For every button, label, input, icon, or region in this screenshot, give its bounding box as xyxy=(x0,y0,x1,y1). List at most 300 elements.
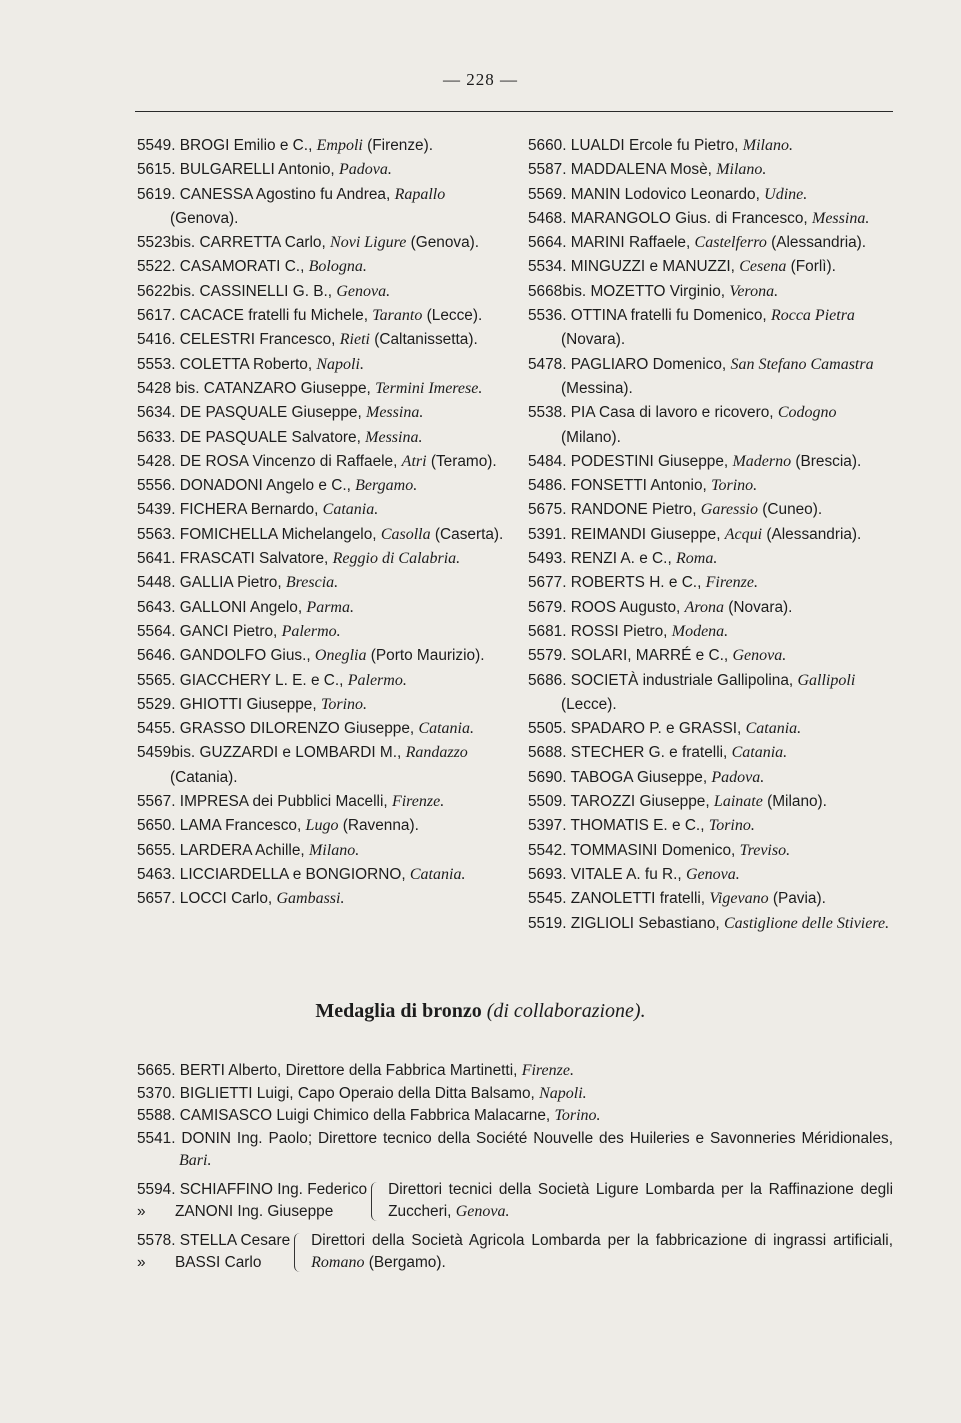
entry-place: Rieti xyxy=(339,331,370,349)
entry-place: Padova. xyxy=(711,768,765,786)
list-item xyxy=(528,766,898,790)
entry-number: 5579. xyxy=(528,647,567,665)
list-item xyxy=(137,426,509,450)
grouped-names xyxy=(137,1179,367,1224)
entry-province: (Novara). xyxy=(728,598,793,616)
entry-name: PODESTINI Giuseppe, xyxy=(570,452,729,470)
entry-number: 5619. xyxy=(137,185,176,203)
entry-place: Catania. xyxy=(322,501,379,519)
entry-number: 5655. xyxy=(137,841,176,859)
list-item xyxy=(137,474,509,498)
entry-province: (Messina). xyxy=(561,379,633,397)
entry-number: 5486. xyxy=(528,477,567,495)
entry-place: Torino. xyxy=(320,695,368,713)
list-item xyxy=(528,547,898,571)
right-column xyxy=(528,134,898,936)
entry-name: SCHIAFFINO Ing. Federico xyxy=(179,1180,368,1198)
entry-number: 5509. xyxy=(528,793,567,811)
entry-place: Modena. xyxy=(671,622,729,640)
entry-place: Randazzo xyxy=(405,744,468,762)
list-item xyxy=(528,523,898,547)
entry-name: FICHERA Bernardo, xyxy=(179,501,319,519)
list-item xyxy=(137,620,509,644)
entry-number: 5681. xyxy=(528,622,567,640)
header-rule xyxy=(135,111,893,112)
grouped-entry xyxy=(137,1179,893,1224)
entry-place: Torino. xyxy=(708,817,755,835)
list-item xyxy=(137,1105,893,1128)
entry-name: STECHER G. e fratelli, xyxy=(570,744,728,762)
list-item xyxy=(137,1060,893,1083)
entry-name: GHIOTTI Giuseppe, xyxy=(179,695,317,713)
entry-province: (Catania). xyxy=(170,768,238,786)
grouped-description xyxy=(311,1230,893,1275)
list-item xyxy=(528,498,898,522)
entry-place: Genova. xyxy=(336,282,391,300)
entry-number: 5679. xyxy=(528,598,567,616)
entry-text: BIGLIETTI Luigi, Capo Operaio della Ditta Balsamo, xyxy=(179,1084,535,1102)
entry-text: Direttori della Società Agricola Lombarda per la fabbricazione di ingrassi artificiali, xyxy=(311,1231,893,1249)
entry-province: (Pavia). xyxy=(772,890,826,908)
entry-place: Milano. xyxy=(716,161,767,179)
entry-number: 5493. xyxy=(528,550,567,568)
ditto-mark: » xyxy=(137,1254,146,1271)
entry-place: Messina. xyxy=(812,209,870,227)
entry-name: MADDALENA Mosè, xyxy=(570,161,712,179)
entry-name: TAROZZI Giuseppe, xyxy=(570,793,710,811)
entry-number: 5665. xyxy=(137,1062,176,1079)
list-item xyxy=(137,498,509,522)
list-item xyxy=(137,183,509,232)
entry-number: 5567. xyxy=(137,793,176,811)
entry-number: 5650. xyxy=(137,817,176,835)
list-item xyxy=(528,863,898,887)
entry-name: TABOGA Giuseppe, xyxy=(570,768,708,786)
entry-place: Genova. xyxy=(686,865,740,883)
entry-place: Napoli. xyxy=(316,355,364,373)
list-item xyxy=(528,353,898,402)
entry-place: Bergamo. xyxy=(355,477,418,495)
list-item xyxy=(528,790,898,814)
grouped-entry xyxy=(137,1230,893,1275)
entry-province: (Porto Maurizio). xyxy=(370,647,485,665)
entry-place: San Stefano Camastra xyxy=(730,355,874,373)
list-item xyxy=(528,644,898,668)
entry-number: 5545. xyxy=(528,890,567,908)
section-title-bold: Medaglia di bronzo xyxy=(315,1000,482,1022)
entry-place: Brescia. xyxy=(285,574,339,592)
entry-name: ROSSI Pietro, xyxy=(570,622,668,640)
entry-name: MARINI Raffaele, xyxy=(570,234,691,252)
list-item xyxy=(137,596,509,620)
entry-number: 5463. xyxy=(137,865,176,883)
entry-place: Garessio xyxy=(700,501,758,519)
entry-number: 5523bis. xyxy=(137,234,196,252)
entry-name: COLETTA Roberto, xyxy=(179,355,313,373)
entry-place: Lugo xyxy=(305,817,339,835)
entry-name: CELESTRI Francesco, xyxy=(179,331,336,349)
entry-number: 5484. xyxy=(528,452,567,470)
entry-number: 5688. xyxy=(528,744,567,762)
entry-name: LOCCI Carlo, xyxy=(179,890,273,908)
list-item xyxy=(137,717,509,741)
entry-place: Castelferro xyxy=(694,234,767,252)
list-item xyxy=(137,571,509,595)
entry-province: (Brescia). xyxy=(795,452,862,470)
entry-number: 5505. xyxy=(528,720,567,738)
entry-place: Casolla xyxy=(380,525,431,543)
entry-number: 5641. xyxy=(137,550,176,568)
entry-place: Catania. xyxy=(745,720,802,738)
entry-province: (Milano). xyxy=(561,428,621,446)
entry-number: 5643. xyxy=(137,598,176,616)
entry-name: VITALE A. fu R., xyxy=(570,865,682,883)
entry-name: GUZZARDI e LOMBARDI M., xyxy=(199,744,402,762)
list-item xyxy=(137,304,509,328)
entry-number: 5397. xyxy=(528,817,567,835)
list-item xyxy=(137,377,509,401)
entry-name: FOMICHELLA Michelangelo, xyxy=(179,525,377,543)
list-item xyxy=(528,158,898,182)
entry-name: MOZETTO Virginio, xyxy=(590,282,726,300)
entry-number: 5564. xyxy=(137,622,176,640)
entry-place: Udine. xyxy=(764,185,808,203)
entry-province: (Forlì). xyxy=(790,258,836,276)
entry-province: (Bergamo). xyxy=(368,1254,446,1271)
list-item xyxy=(528,304,898,353)
entry-number: 5668bis. xyxy=(528,282,587,300)
entry-name: GIACCHERY L. E. e C., xyxy=(179,671,344,689)
entry-number: 5633. xyxy=(137,428,176,446)
entry-place: Catania. xyxy=(418,720,474,738)
list-item xyxy=(137,863,509,887)
list-item xyxy=(137,887,509,911)
list-item xyxy=(137,353,509,377)
entry-province: (Lecce). xyxy=(426,307,483,325)
entry-number: 5448. xyxy=(137,574,176,592)
list-item xyxy=(528,207,898,231)
brace xyxy=(294,1233,305,1272)
entry-number: 5556. xyxy=(137,477,176,495)
list-item xyxy=(528,474,898,498)
list-item xyxy=(528,134,898,158)
entry-province: (Caltanissetta). xyxy=(374,331,478,349)
list-item xyxy=(528,183,898,207)
entry-place: Roma. xyxy=(676,550,718,568)
entry-place: Verona. xyxy=(729,282,779,300)
entry-number: 5391. xyxy=(528,525,567,543)
list-item xyxy=(528,839,898,863)
entry-name: CARRETTA Carlo, xyxy=(199,234,326,252)
entry-number: 5468. xyxy=(528,209,567,227)
entry-number: 5536. xyxy=(528,307,567,325)
list-item xyxy=(528,596,898,620)
list-item xyxy=(137,693,509,717)
list-item xyxy=(528,717,898,741)
entry-province: (Firenze). xyxy=(367,137,433,154)
list-item xyxy=(528,450,898,474)
entry-name: SOLARI, MARRÉ e C., xyxy=(570,647,729,665)
entry-name: PAGLIARO Domenico, xyxy=(570,355,727,373)
entry-number: 5660. xyxy=(528,137,567,154)
entry-province: (Teramo). xyxy=(430,452,497,470)
entry-number: 5534. xyxy=(528,258,567,276)
entry-place: Acqui xyxy=(724,525,763,543)
entry-number: 5569. xyxy=(528,185,567,203)
entry-place: Firenze. xyxy=(521,1062,574,1079)
entry-number: 5615. xyxy=(137,161,176,179)
entry-number: 5587. xyxy=(528,161,567,179)
entry-number: 5529. xyxy=(137,695,176,713)
entry-name: FRASCATI Salvatore, xyxy=(179,550,329,568)
entry-name: GRASSO DILORENZO Giuseppe, xyxy=(179,720,415,738)
entry-number: 5617. xyxy=(137,307,176,325)
list-item xyxy=(528,669,898,718)
list-item xyxy=(528,887,898,911)
entry-name: TOMMASINI Domenico, xyxy=(570,841,736,859)
entry-place: Codogno xyxy=(777,404,837,422)
list-item xyxy=(528,620,898,644)
list-item xyxy=(137,231,509,255)
entry-name: MARANGOLO Gius. di Francesco, xyxy=(570,209,808,227)
entry-name: CANESSA Agostino fu Andrea, xyxy=(179,185,391,203)
entry-place: Firenze. xyxy=(391,793,445,811)
entry-name: DE PASQUALE Salvatore, xyxy=(179,428,361,446)
entry-place: Empoli xyxy=(316,137,363,154)
section-title xyxy=(0,1000,961,1023)
entry-name: PIA Casa di lavoro e ricovero, xyxy=(570,404,774,422)
list-item xyxy=(137,1128,893,1173)
entry-place: Genova. xyxy=(732,647,787,665)
entry-name: CASSINELLI G. B., xyxy=(199,282,333,300)
list-item xyxy=(137,547,509,571)
list-item xyxy=(137,280,509,304)
list-item xyxy=(137,790,509,814)
entry-name: OTTINA fratelli fu Domenico, xyxy=(570,307,767,325)
entry-number: 5538. xyxy=(528,404,567,422)
list-item xyxy=(137,523,509,547)
entry-name: ROOS Augusto, xyxy=(570,598,681,616)
list-item xyxy=(528,814,898,838)
list-item xyxy=(137,450,509,474)
entry-number: 5428 bis. xyxy=(137,379,200,397)
entry-place: Parma. xyxy=(306,598,354,616)
entry-name: LUALDI Ercole fu Pietro, xyxy=(570,137,739,154)
entry-province: (Lecce). xyxy=(561,695,617,713)
entry-place: Castiglione delle Stiviere. xyxy=(723,914,890,932)
entry-province: (Milano). xyxy=(767,793,827,811)
entry-number: 5439. xyxy=(137,501,176,519)
entry-name: LICCIARDELLA e BONGIORNO, xyxy=(179,865,406,883)
grouped-description xyxy=(388,1179,893,1224)
entry-name: SPADARO P. e GRASSI, xyxy=(570,720,742,738)
entry-name: STELLA Cesare xyxy=(179,1231,291,1249)
entry-name: RANDONE Pietro, xyxy=(570,501,697,519)
entry-name: CATANZARO Giuseppe, xyxy=(203,379,371,397)
list-item xyxy=(137,328,509,352)
entry-place: Romano xyxy=(311,1254,365,1271)
list-item xyxy=(137,158,509,182)
entry-name: RENZI A. e C., xyxy=(570,550,672,568)
entry-place: Gallipoli xyxy=(797,671,856,689)
entry-place: Arona xyxy=(684,598,724,616)
entry-province: (Ravenna). xyxy=(342,817,419,835)
grouped-names xyxy=(137,1230,290,1275)
entry-number: 5686. xyxy=(528,671,567,689)
entry-province: (Genova). xyxy=(170,209,239,227)
entry-place: Palermo. xyxy=(347,671,407,689)
entry-number: 5664. xyxy=(528,234,567,252)
entry-number: 5478. xyxy=(528,355,567,373)
entry-place: Rocca Pietra xyxy=(770,307,855,325)
brace xyxy=(371,1182,382,1221)
entry-number: 5459bis. xyxy=(137,744,196,762)
entry-place: Napoli. xyxy=(539,1084,587,1102)
entry-name: IMPRESA dei Pubblici Macelli, xyxy=(179,793,388,811)
list-item xyxy=(528,231,898,255)
ditto-mark: » xyxy=(137,1203,146,1220)
list-item xyxy=(137,401,509,425)
entry-name: CACACE fratelli fu Michele, xyxy=(179,307,368,325)
entry-number: 5549. xyxy=(137,137,176,154)
entry-name: ZIGLIOLI Sebastiano, xyxy=(570,914,720,932)
entry-province: (Cuneo). xyxy=(762,501,823,519)
entry-number: 5690. xyxy=(528,768,567,786)
entry-province: (Alessandria). xyxy=(771,234,867,252)
list-item xyxy=(528,912,898,936)
entry-text: CAMISASCO Luigi Chimico della Fabbrica Malacarne, xyxy=(179,1107,551,1124)
entry-place: Cesena xyxy=(739,258,787,276)
list-item xyxy=(137,669,509,693)
entry-name: LARDERA Achille, xyxy=(179,841,305,859)
entry-name: MINGUZZI e MANUZZI, xyxy=(570,258,735,276)
entry-place: Vigevano xyxy=(709,890,769,908)
entry-place: Novi Ligure xyxy=(330,234,407,252)
list-item xyxy=(137,134,509,158)
entry-place: Taranto xyxy=(372,307,423,325)
entry-name: ZANONI Ing. Giuseppe xyxy=(175,1203,334,1220)
entry-place: Rapallo xyxy=(394,185,446,203)
entry-name: BULGARELLI Antonio, xyxy=(179,161,335,179)
entry-text: DONIN Ing. Paolo; Direttore tecnico della Société Nouvelle des Huileries e Savonneries Méridionales, xyxy=(181,1129,893,1147)
entry-place: Genova. xyxy=(455,1203,510,1220)
entry-name: ZANOLETTI fratelli, xyxy=(570,890,706,908)
entry-name: FONSETTI Antonio, xyxy=(570,477,707,495)
left-column xyxy=(137,134,509,912)
page-number: — 228 — xyxy=(443,70,518,89)
entry-name: DE PASQUALE Giuseppe, xyxy=(179,404,362,422)
entry-number: 5622bis. xyxy=(137,282,196,300)
entry-number: 5657. xyxy=(137,890,176,908)
entry-number: 5646. xyxy=(137,647,176,665)
list-item xyxy=(528,571,898,595)
bronze-medal-list xyxy=(137,1060,893,1275)
entry-name: SOCIETÀ industriale Gallipolina, xyxy=(570,671,794,689)
entry-number: 5693. xyxy=(528,865,567,883)
entry-name: BROGI Emilio e C., xyxy=(179,137,313,154)
entry-number: 5634. xyxy=(137,404,176,422)
list-item xyxy=(137,741,509,790)
entry-place: Atri xyxy=(401,452,427,470)
entry-number: 5455. xyxy=(137,720,176,738)
list-item xyxy=(137,814,509,838)
section-title-italic: (di collaborazione). xyxy=(486,1000,646,1022)
entry-number: 5565. xyxy=(137,671,176,689)
entry-place: Reggio di Calabria. xyxy=(332,550,461,568)
entry-place: Bari. xyxy=(179,1152,212,1169)
list-item xyxy=(137,255,509,279)
entry-place: Milano. xyxy=(742,137,793,154)
entry-name: THOMATIS E. e C., xyxy=(570,817,705,835)
entry-place: Treviso. xyxy=(739,841,791,859)
entry-place: Lainate xyxy=(713,793,763,811)
list-item xyxy=(137,839,509,863)
entry-name: BASSI Carlo xyxy=(175,1254,262,1271)
entry-number: 5677. xyxy=(528,574,567,592)
entry-name: DE ROSA Vincenzo di Raffaele, xyxy=(179,452,398,470)
entry-name: CASAMORATI C., xyxy=(179,258,305,276)
entry-place: Catania. xyxy=(409,865,466,883)
entry-number: 5594. xyxy=(137,1180,176,1198)
entry-place: Milano. xyxy=(308,841,360,859)
entry-number: 5370. xyxy=(137,1084,176,1102)
entry-place: Maderno xyxy=(732,452,792,470)
list-item xyxy=(137,1083,893,1106)
entry-name: ROBERTS H. e C., xyxy=(570,574,702,592)
list-item xyxy=(528,741,898,765)
entry-number: 5428. xyxy=(137,452,176,470)
entry-name: MANIN Lodovico Leonardo, xyxy=(570,185,760,203)
entry-place: Firenze. xyxy=(705,574,758,592)
entry-number: 5553. xyxy=(137,355,176,373)
entry-place: Termini Imerese. xyxy=(375,379,483,397)
entry-place: Torino. xyxy=(711,477,758,495)
entry-province: (Alessandria). xyxy=(766,525,862,543)
list-item xyxy=(528,401,898,450)
list-item xyxy=(528,280,898,304)
entry-number: 5522. xyxy=(137,258,176,276)
entry-number: 5541. xyxy=(137,1129,176,1147)
entry-name: REIMANDI Giuseppe, xyxy=(570,525,721,543)
entry-number: 5519. xyxy=(528,914,567,932)
entry-number: 5588. xyxy=(137,1107,176,1124)
entry-number: 5578. xyxy=(137,1231,176,1249)
entry-name: GANDOLFO Gius., xyxy=(179,647,311,665)
entry-text: Direttori tecnici della Società Ligure Lombarda per la Raffinazione degli Zuccheri, xyxy=(388,1180,893,1220)
entry-number: 5542. xyxy=(528,841,567,859)
entry-text: BERTI Alberto, Direttore della Fabbrica Martinetti, xyxy=(179,1062,518,1079)
entry-place: Bologna. xyxy=(308,258,367,276)
entry-place: Gambassi. xyxy=(276,890,345,908)
list-item xyxy=(528,255,898,279)
entry-place: Padova. xyxy=(338,161,392,179)
entry-number: 5675. xyxy=(528,501,567,519)
entry-place: Oneglia xyxy=(314,647,367,665)
entry-place: Palermo. xyxy=(281,622,341,640)
entry-province: (Genova). xyxy=(410,234,480,252)
entry-number: 5563. xyxy=(137,525,176,543)
entry-province: (Caserta). xyxy=(434,525,504,543)
entry-name: DONADONI Angelo e C., xyxy=(179,477,351,495)
entry-name: GANCI Pietro, xyxy=(179,622,278,640)
entry-number: 5416. xyxy=(137,331,176,349)
entry-name: GALLONI Angelo, xyxy=(179,598,303,616)
entry-province: (Novara). xyxy=(561,331,626,349)
entry-name: GALLIA Pietro, xyxy=(179,574,282,592)
entry-place: Torino. xyxy=(554,1107,601,1124)
list-item xyxy=(137,644,509,668)
entry-place: Messina. xyxy=(366,404,424,422)
